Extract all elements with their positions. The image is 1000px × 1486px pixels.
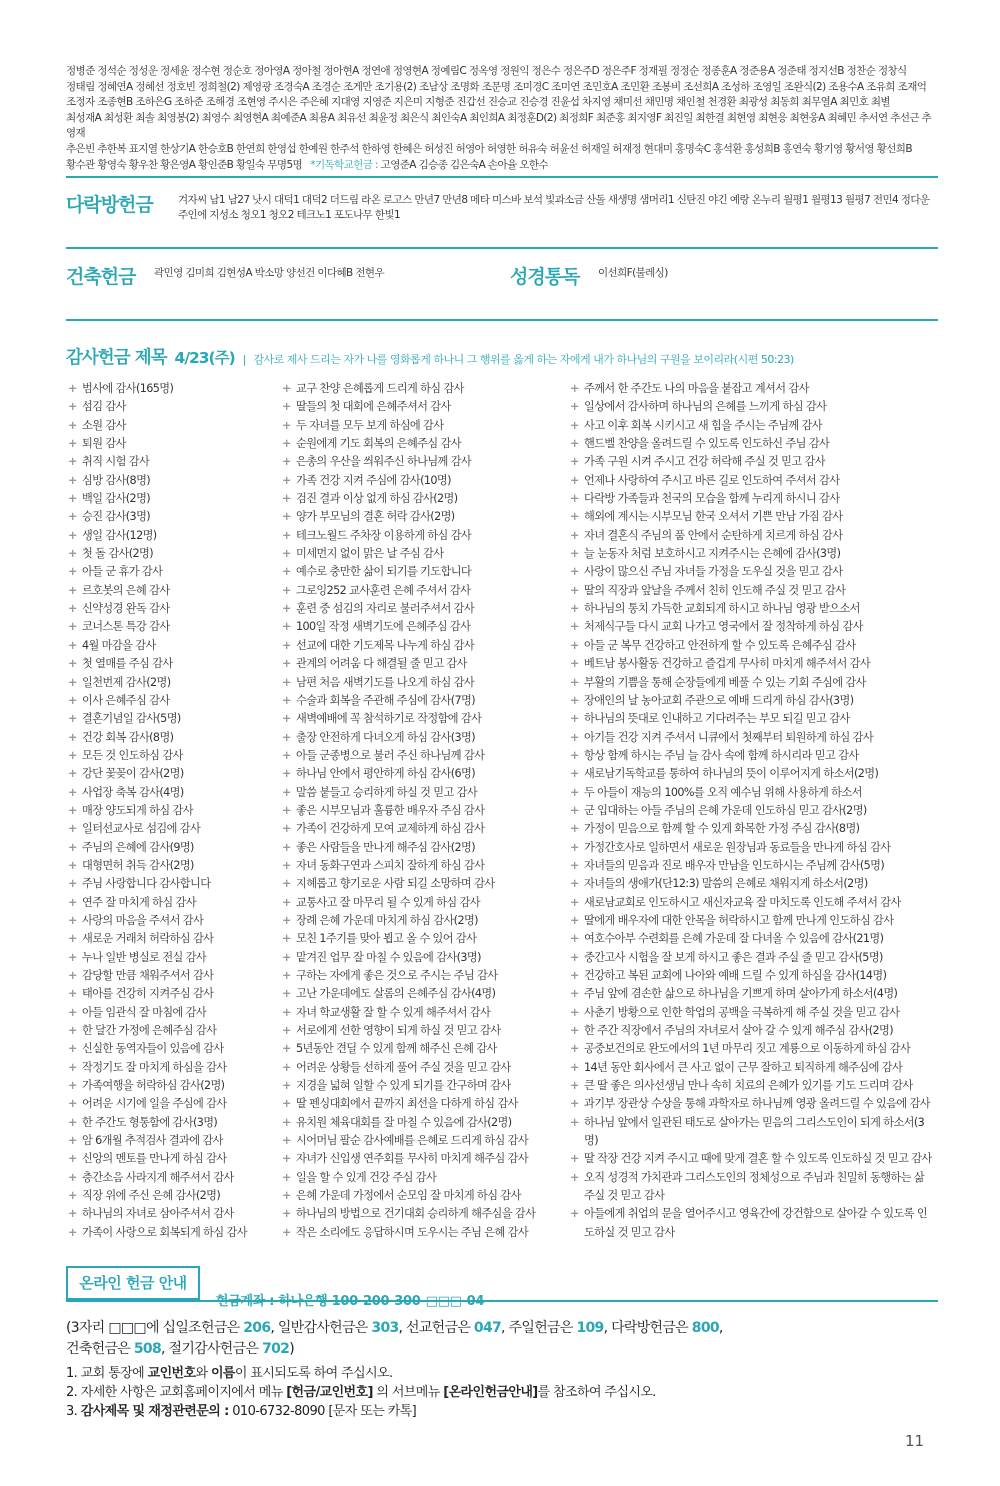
note-2: 2. 자세한 사항은 교회홈페이지에서 메뉴 [헌금/교인번호] 의 서브메뉴 [온라인헌금안내]를 참조하여 주십시오.: [66, 1385, 656, 1400]
thanks-item: + 사고 이후 회복 시키시고 새 힘을 주시는 주님께 감사: [570, 417, 932, 435]
mission-code: 047: [473, 1320, 502, 1336]
thanks-item: + 태아를 건강히 지켜주심 감사: [68, 985, 278, 1003]
thanks-item: + 암 6개월 추적검사 결과에 감사: [68, 1132, 278, 1150]
note-1: 1. 교회 통장에 교인번호와 이름이 표시되도록 하여 주십시오.: [66, 1366, 393, 1381]
thanks-item: + 범사에 감사(165명): [68, 380, 278, 398]
thanks-column-2: [282, 380, 567, 1242]
thanks-item: + 테크노월드 주차장 이용하게 하심 감사: [282, 527, 567, 545]
thanks-item: + 생일 감사(12명): [68, 527, 278, 545]
thanks-item: + 핸드벨 찬양을 올려드릴 수 있도록 인도하신 주님 감사: [570, 435, 932, 453]
bible-reading-title: 성경통독: [510, 266, 580, 288]
thanks-item: + 가정간호사로 일하면서 새로운 원장님과 동료들을 만나게 하심 감사: [570, 839, 932, 857]
thanks-item: + 하나님의 자녀로 삼아주셔서 감사: [68, 1205, 278, 1223]
thanks-item: + 한 주간 직장에서 주님의 자녀로서 살아 갈 수 있게 해주심 감사(2명): [570, 1022, 932, 1040]
thanks-item: + 큰 딸 좋은 의사선생님 만나 속히 치료의 은혜가 있기를 기도 드리며 감사: [570, 1077, 932, 1095]
thanks-item: + 유치원 체육대회를 잘 마칠 수 있음에 감사(2명): [282, 1114, 567, 1132]
thanks-item: + 항상 함께 하시는 주님 늘 감사 속에 함께 하시리라 믿고 감사: [570, 747, 932, 765]
offering-notes: [66, 1364, 926, 1421]
donor-line: [66, 158, 938, 174]
building-names: 곽민영 김미희 김현성A 박소망 양선건 이다혜B 전현우: [154, 267, 385, 279]
thanks-item: + 르호봇의 은혜 감사: [68, 582, 278, 600]
thanks-item: + 서로에게 선한 영향이 되게 하실 것 믿고 감사: [282, 1022, 567, 1040]
thanks-item: + 베트남 봉사활동 건강하고 즐겁게 무사히 마치게 해주셔서 감사: [570, 655, 932, 673]
sunday-label: , 주일헌금은: [501, 1320, 573, 1336]
thanks-item: + 어려운 상황들 선하게 풀어 주실 것을 믿고 감사: [282, 1059, 567, 1077]
thanks-item: + 신실한 동역자들이 있음에 감사: [68, 1040, 278, 1058]
thanks-item: + 강단 꽃꽂이 감사(2명): [68, 765, 278, 783]
thanks-item: + 이사 은혜주심 감사: [68, 692, 278, 710]
thanks-item: + 주님의 은혜에 감사(9명): [68, 839, 278, 857]
online-divider: [66, 1300, 938, 1302]
thanks-item: + 구하는 자에게 좋은 것으로 주시는 주님 감사: [282, 967, 567, 985]
thanks-header: 감사헌금 제목 4/23(주) | 감사로 제사 드리는 자가 나를 영화롭게 하나니 그 행위를 옳게 하는 자에게 내가 하나님의 구원을 보이리라(시편 50:23): [66, 348, 794, 368]
thanks-item: + 관계의 어려움 다 해결될 줄 믿고 감사: [282, 655, 567, 673]
donor-line: 추은빈 추한복 표지열 한상기A 한승호B 한연희 한영섭 한예원 한주석 한하영 한혜은 허성진 허영아 허영한 허유숙 허윤선 허재일 허재정 현대미 홍명숙C 홍석환 홍성희B 홍연숙 황기영 황서영 황선희B: [66, 142, 912, 155]
sunday-code: 109: [576, 1320, 604, 1336]
thanks-item: + 아들 군 복무 건강하고 안전하게 할 수 있도록 은혜주심 감사: [570, 637, 932, 655]
thanks-item: + 장례 은혜 가운데 마치게 하심 감사(2명): [282, 912, 567, 930]
thanks-item: + 예수로 충만한 삶이 되기를 기도합니다: [282, 563, 567, 581]
building-title: 건축헌금: [66, 266, 136, 288]
thanks-item: + 아들에게 취업의 문을 열어주시고 영육간에 강건함으로 살아갈 수 있도록 인도하실 것 믿고 감사: [570, 1205, 932, 1242]
darakbang-groups: 겨자씨 남1 남27 낫시 대덕1 대덕2 더드림 라온 로고스 만년7 만년8 메타 미스바 보석 빛과소금 산돌 새생명 샘머리1 신탄진 야긴 예랑 온누리 월평1 월평13 월평7 전민4 정다운 주인에 지성소 청오1 청오2 테크노1 포도나무 한빛1: [178, 194, 930, 221]
thanks-item: + 연주 잘 마치게 하심 감사: [68, 894, 278, 912]
thanks-item: + 가정이 믿음으로 함께 할 수 있게 화목한 가정 주심 감사(8명): [570, 820, 932, 838]
thanks-item: + 14년 동안 회사에서 큰 사고 없이 근무 잘하고 퇴직하게 해주심에 감사: [570, 1059, 932, 1077]
darak-code: 800: [691, 1320, 719, 1336]
season-label: , 절기감사헌금은: [161, 1341, 259, 1357]
donor-line-tail: 황수관 황영숙 황우찬 황은영A 황인준B 황일숙 무명5명: [66, 158, 303, 171]
thanks-date: 4/23(주): [174, 349, 235, 367]
thanks-item: + 자녀가 신입생 연주회를 무사히 마치게 해주심 감사: [282, 1150, 567, 1168]
bible-reading-names: 이선희F(불레싱): [598, 267, 668, 279]
tithe-code: 206: [243, 1320, 271, 1336]
thanks-item: + 공중보건의로 완도에서의 1년 마무리 짓고 계룡으로 이동하게 하심 감사: [570, 1040, 932, 1058]
page-number: 11: [905, 1432, 925, 1450]
thanks-item: + 백일 감사(2명): [68, 490, 278, 508]
thanks-item: + 작정기도 잘 마치게 하심을 감사: [68, 1059, 278, 1077]
thanks-item: + 사랑이 많으신 주님 자녀들 가정을 도우실 것을 믿고 감사: [570, 563, 932, 581]
thanks-item: + 양가 부모님의 결혼 허락 감사(2명): [282, 508, 567, 526]
thanks-item: + 하나님 안에서 평안하게 하심 감사(6명): [282, 765, 567, 783]
thanks-item: + 은혜 가운데 가정에서 순모임 잘 마치게 하심 감사: [282, 1187, 567, 1205]
thanks-item: + 좋은 시부모님과 훌륭한 배우자 주심 감사: [282, 802, 567, 820]
thanks-item: + 교통사고 잘 마무리 될 수 있게 하심 감사: [282, 894, 567, 912]
thanks-item: + 승진 감사(3명): [68, 508, 278, 526]
general-code: 303: [371, 1320, 399, 1336]
thanks-item: + 결혼기념일 감사(5명): [68, 710, 278, 728]
building-label: 건축헌금은: [66, 1341, 131, 1357]
thanks-item: + 딸의 직장과 앞날을 주께서 친히 인도해 주실 것 믿고 감사: [570, 582, 932, 600]
thanks-item: + 수술과 회복을 주관해 주심에 감사(7명): [282, 692, 567, 710]
thanks-item: + 자녀 학교생활 잘 할 수 있게 해주셔서 감사: [282, 1004, 567, 1022]
thanks-item: + 가족 건강 지켜 주심에 감사(10명): [282, 472, 567, 490]
thanks-item: + 직장 위에 주신 은혜 감사(2명): [68, 1187, 278, 1205]
thanks-item: + 새로남교회로 인도하시고 새신자교육 잘 마치도록 인도해 주셔서 감사: [570, 894, 932, 912]
thanks-item: + 심방 감사(8명): [68, 472, 278, 490]
thanks-item: + 모친 1주기를 맞아 뵙고 올 수 있어 감사: [282, 930, 567, 948]
codes-closing: ): [289, 1341, 294, 1357]
thanks-item: + 가족이 건강하게 모여 교제하게 하심 감사: [282, 820, 567, 838]
thanks-item: + 훈련 중 섬김의 자리로 불러주셔서 감사: [282, 600, 567, 618]
thanks-item: + 첫 열매를 주심 감사: [68, 655, 278, 673]
thanks-item: + 가족이 사랑으로 회복되게 하심 감사: [68, 1224, 278, 1242]
thanks-item: + 건강 회복 감사(8명): [68, 729, 278, 747]
thanks-item: + 하나님 앞에서 일관된 태도로 살아가는 믿음의 그리스도인이 되게 하소서(3명): [570, 1114, 932, 1151]
thanks-title: 감사헌금 제목: [66, 348, 167, 368]
thanks-item: + 새로남기독학교를 통하여 하나님의 뜻이 이루어지게 하소서(2명): [570, 765, 932, 783]
thanks-item: + 장애인의 날 농아교회 주관으로 예배 드리게 하심 감사(3명): [570, 692, 932, 710]
online-offering-label: 온라인 헌금 안내: [66, 1266, 200, 1300]
thanks-item: + 중간고사 시험을 잘 보게 하시고 좋은 결과 주실 줄 믿고 감사(5명): [570, 949, 932, 967]
thanks-item: + 어려운 시기에 일을 주심에 감사: [68, 1095, 278, 1113]
thanks-item: + 아들 임관식 잘 마침에 감사: [68, 1004, 278, 1022]
section-divider: [66, 247, 938, 249]
thanks-item: + 그로잉252 교사훈련 은혜 주셔서 감사: [282, 582, 567, 600]
thanks-item: + 신약성경 완독 감사: [68, 600, 278, 618]
thanks-item: + 딸들의 첫 대회에 은혜주셔서 감사: [282, 398, 567, 416]
thanks-item: + 코너스톤 특강 감사: [68, 618, 278, 636]
thanks-item: + 아들 군종병으로 불러 주신 하나님께 감사: [282, 747, 567, 765]
thanks-item: + 언제나 사랑하여 주시고 바른 길로 인도하여 주셔서 감사: [570, 472, 932, 490]
thanks-item: + 신앙의 멘토를 만나게 하심 감사: [68, 1150, 278, 1168]
thanks-item: + 말씀 붙들고 승리하게 하실 것 믿고 감사: [282, 784, 567, 802]
special-offering-names: 고영준A 김승종 김은숙A 손아율 오한수: [380, 158, 548, 171]
thanks-item: + 자녀들의 믿음과 진로 배우자 만남을 인도하시는 주님께 감사(5명): [570, 857, 932, 875]
codes-prefix: (3자리 □□□에 십일조헌금은: [66, 1320, 240, 1336]
thanks-item: + 주님 앞에 겸손한 삶으로 하나님을 기쁘게 하며 살아가게 하소서(4명): [570, 985, 932, 1003]
thanks-item: + 미세먼지 없이 맑은 날 주심 감사: [282, 545, 567, 563]
donor-line: 최성재A 최성환 최솔 최영봉(2) 최영수 최영현A 최예준A 최용A 최유선 최윤정 최은식 최인숙A 최인희A 최정훈D(2) 최정희F 최준홍 최지영F 최진일 최한결 최현영 최현응 최현웅A 최혜민 추서연 추선근 추영재: [66, 111, 932, 140]
thanks-item: + 첫 돌 감사(2명): [68, 545, 278, 563]
thanks-item: + 남편 처음 새벽기도를 나오게 하심 감사: [282, 674, 567, 692]
season-code: 702: [262, 1341, 290, 1357]
donor-name-list: [66, 64, 938, 173]
thanks-item: + 층간소음 사라지게 해주셔서 감사: [68, 1169, 278, 1187]
thanks-item: + 일상에서 감사하며 하나님의 은혜를 느끼게 하심 감사: [570, 398, 932, 416]
thanks-item: + 부활의 기쁨을 통해 순장들에게 베풀 수 있는 기회 주심에 감사: [570, 674, 932, 692]
thanks-item: + 딸 펜싱대회에서 끝까지 최선을 다하게 하심 감사: [282, 1095, 567, 1113]
thanks-verse: 감사로 제사 드리는 자가 나를 영화롭게 하나니 그 행위를 옳게 하는 자에게 내가 하나님의 구원을 보이리라(시편 50:23): [253, 353, 794, 366]
thanks-item: + 섬김 감사: [68, 398, 278, 416]
thanks-item: + 여호수아부 수련회를 은혜 가운데 잘 다녀올 수 있음에 감사(21명): [570, 930, 932, 948]
building-code: 508: [133, 1341, 162, 1357]
thanks-item: + 작은 소리에도 응답하시며 도우시는 주님 은혜 감사: [282, 1224, 567, 1242]
thanks-item: + 일터선교사로 섬김에 감사: [68, 820, 278, 838]
thanks-item: + 고난 가운데에도 살롬의 은혜주심 감사(4명): [282, 985, 567, 1003]
offering-codes: (3자리 □□□에 십일조헌금은 206, 일반감사헌금은 303, 선교헌금은 047, 주일헌금은 109, 다락방헌금은 800, 건축헌금은 508, 절기감사헌금은 702): [66, 1320, 723, 1357]
thanks-item: + 딸 작장 건강 지켜 주시고 때에 맞게 결혼 할 수 있도록 인도하실 것 믿고 감사: [570, 1150, 932, 1168]
thanks-item: + 100일 작정 새벽기도에 은혜주심 감사: [282, 618, 567, 636]
thanks-item: + 좋은 사람들을 만나게 해주심 감사(2명): [282, 839, 567, 857]
note-3: 3. 감사제목 및 재정관련문의 : 010-6732-8090 [문자 또는 카톡]: [66, 1404, 417, 1419]
thanks-item: + 지혜롭고 향기로운 사람 되길 소망하며 감사: [282, 875, 567, 893]
mission-label: , 선교헌금은: [398, 1320, 471, 1336]
thanks-item: + 은총의 우산을 씌워주신 하나님께 감사: [282, 453, 567, 471]
thanks-item: + 군 입대하는 아들 주님의 은혜 가운데 인도하심 믿고 감사(2명): [570, 802, 932, 820]
donor-line: 조정자 조종현B 조하은G 조하준 조해경 조현영 주시은 주은혜 지대영 지영준 지은미 지형준 진갑선 진승교 진승경 진윤섭 차지영 채미선 채민명 채인철 천경환 최광성 최동희 최무열A 최민호 최별: [66, 96, 890, 109]
thanks-item: + 선교에 대한 기도제목 나누게 하심 감사: [282, 637, 567, 655]
thanks-item: + 교구 찬양 은혜롭게 드리게 하심 감사: [282, 380, 567, 398]
darak-label: , 다락방헌금은: [603, 1320, 689, 1336]
section-divider: [66, 176, 938, 178]
thanks-column-1: [68, 380, 278, 1242]
thanks-item: + 모든 것 인도하심 감사: [68, 747, 278, 765]
thanks-item: + 맡겨진 업무 잘 마칠 수 있음에 감사(3명): [282, 949, 567, 967]
donor-line: 정태림 정혜연A 정혜선 정호빈 정희철(2) 제영광 조경숙A 조경순 조게만 조기용(2) 조남상 조명화 조문명 조미경C 조미연 조민호A 조민환 조봉비 조선희A 조성하 조영일 조완식(2) 조용수A 조유희 조재억: [66, 80, 927, 93]
thanks-item: + 검진 결과 이상 없게 하심 감사(2명): [282, 490, 567, 508]
thanks-item: + 일천번제 감사(2명): [68, 674, 278, 692]
thanks-item: + 가족 구원 시켜 주시고 건강 허락해 주실 것 믿고 감사: [570, 453, 932, 471]
thanks-item: + 한 달간 가정에 은혜주심 감사: [68, 1022, 278, 1040]
thanks-item: + 퇴원 감사: [68, 435, 278, 453]
thanks-item: + 출장 안전하게 다녀오게 하심 감사(3명): [282, 729, 567, 747]
section-divider: [66, 319, 938, 321]
thanks-item: + 오직 성경적 가치관과 그리스도인의 정체성으로 주님과 친밀히 동행하는 삶 주실 것 믿고 감사: [570, 1169, 932, 1206]
thanks-item: + 매장 양도되게 하심 감사: [68, 802, 278, 820]
thanks-item: + 사춘기 방황으로 인한 학업의 공백을 극복하게 해 주실 것을 믿고 감사: [570, 1004, 932, 1022]
thanks-item: + 아들 군 휴가 감사: [68, 563, 278, 581]
thanks-item: + 건강하고 복된 교회에 나아와 예배 드릴 수 있게 하심을 감사(14명): [570, 967, 932, 985]
thanks-item: + 순원에게 기도 회복의 은혜주심 감사: [282, 435, 567, 453]
thanks-item: + 5년동안 견딜 수 있게 함께 해주신 은혜 감사: [282, 1040, 567, 1058]
thanks-item: + 늘 눈동자 처럼 보호하시고 지켜주시는 은혜에 감사(3명): [570, 545, 932, 563]
special-offering-label: *기독학교헌금 :: [310, 158, 378, 171]
general-label: , 일반감사헌금은: [270, 1320, 368, 1336]
thanks-item: + 두 아들이 재능의 100%를 오직 예수님 위해 사용하게 하소서: [570, 784, 932, 802]
bank-account: 헌금계좌 : 하나은행 100-200-300-□□□-04: [216, 1294, 485, 1309]
thanks-item: + 주께서 한 주간도 나의 마음을 붙잡고 계셔서 감사: [570, 380, 932, 398]
thanks-item: + 다락방 가족들과 천국의 모습을 함께 누리게 하시니 감사: [570, 490, 932, 508]
thanks-item: + 가족여행을 허락하심 감사(2명): [68, 1077, 278, 1095]
thanks-item: + 4월 마감을 감사: [68, 637, 278, 655]
thanks-item: + 자녀 동화구연과 스피치 잘하게 하심 감사: [282, 857, 567, 875]
thanks-item: + 누나 일반 병실로 전실 감사: [68, 949, 278, 967]
thanks-item: + 사랑의 마음을 주셔서 감사: [68, 912, 278, 930]
thanks-item: + 자녀들의 생애가(단12:3) 말씀의 은혜로 채워지게 하소서(2명): [570, 875, 932, 893]
thanks-item: + 아기들 건강 지켜 주셔서 니큐에서 첫째부터 퇴원하게 하심 감사: [570, 729, 932, 747]
donor-line: 정병준 정석순 정성운 정세윤 정수현 정순호 정아영A 정아철 정아현A 정연애 정영현A 정예림C 정옥영 정원익 정은수 정은주D 정은주F 정재필 정정순 정종훈A 정준용A 정준태 정지선B 정찬순 정창식: [66, 65, 907, 77]
thanks-item: + 과기부 장관상 수상을 통해 과학자로 하나님께 영광 올려드릴 수 있음에 감사: [570, 1095, 932, 1113]
thanks-column-3: [570, 380, 932, 1242]
thanks-item: + 새로운 거래처 허락하심 감사: [68, 930, 278, 948]
thanks-item: + 해외에 계시는 시부모님 한국 오셔서 기쁜 만남 가짐 감사: [570, 508, 932, 526]
thanks-item: + 딸에게 배우자에 대한 안목을 허락하시고 함께 만나게 인도하심 감사: [570, 912, 932, 930]
thanks-item: + 지경을 넓혀 일할 수 있게 되기를 간구하며 감사: [282, 1077, 567, 1095]
thanks-item: + 사업장 축복 감사(4명): [68, 784, 278, 802]
thanks-item: + 한 주간도 형통함에 감사(3명): [68, 1114, 278, 1132]
thanks-item: + 새벽예배에 꼭 참석하기로 작정함에 감사: [282, 710, 567, 728]
thanks-item: + 취직 시험 감사: [68, 453, 278, 471]
thanks-item: + 감당할 만큼 채워주셔서 감사: [68, 967, 278, 985]
thanks-item: + 자녀 결혼식 주님의 품 안에서 순탄하게 치르게 하심 감사: [570, 527, 932, 545]
thanks-item: + 일을 할 수 있게 건강 주심 감사: [282, 1169, 567, 1187]
thanks-item: + 시어머님 팔순 감사예배를 은혜로 드리게 하심 감사: [282, 1132, 567, 1150]
thanks-item: + 두 자녀를 모두 보게 하심에 감사: [282, 417, 567, 435]
thanks-item: + 하나님의 뜻대로 인내하고 기다려주는 부모 되길 믿고 감사: [570, 710, 932, 728]
thanks-item: + 주님 사랑합니다 감사합니다: [68, 875, 278, 893]
thanks-item: + 소원 감사: [68, 417, 278, 435]
darakbang-title: 다락방헌금: [66, 194, 153, 216]
thanks-item: + 대형면허 취득 감사(2명): [68, 857, 278, 875]
thanks-item: + 하나님의 통치 가득한 교회되게 하시고 하나님 영광 받으소서: [570, 600, 932, 618]
thanks-item: + 하나님의 방법으로 건기대회 승리하게 해주심을 감사: [282, 1205, 567, 1223]
thanks-item: + 처제식구들 다시 교회 나가고 영국에서 잘 정착하게 하심 감사: [570, 618, 932, 636]
